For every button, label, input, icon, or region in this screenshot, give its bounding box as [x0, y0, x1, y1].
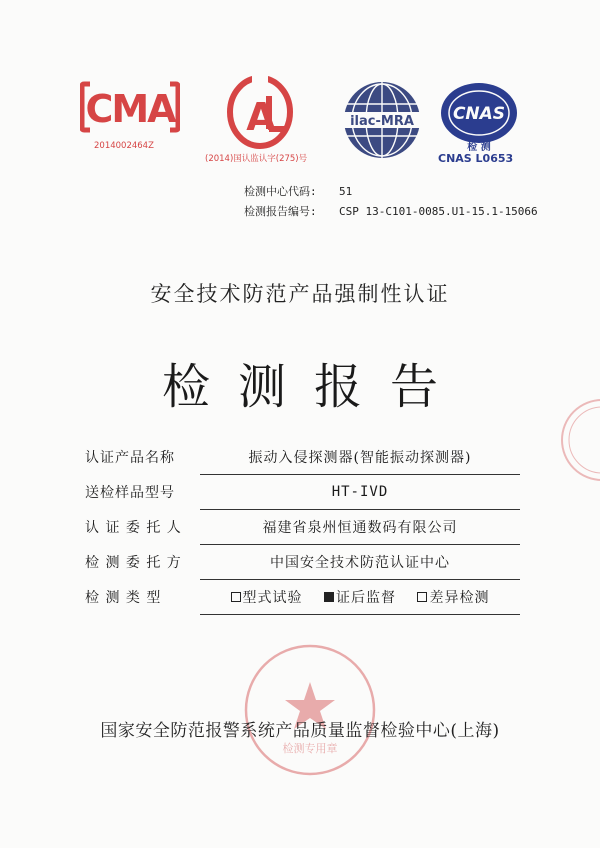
center-code-label: 检测中心代码:	[244, 185, 317, 198]
svg-text:A: A	[246, 95, 276, 139]
cal-logo	[205, 74, 315, 164]
field-label: 送检样品型号	[85, 485, 175, 501]
report-number-value: CSP 13-C101-0085.U1-15.1-15066	[339, 205, 538, 218]
edge-seal	[560, 395, 600, 485]
checkbox-type-test	[231, 592, 241, 602]
center-code-line	[244, 183, 352, 199]
ilac-mra-mark	[338, 80, 426, 160]
field-label: 检 测 委 托 方	[85, 555, 182, 571]
svg-text:CNAS: CNAS	[452, 104, 506, 124]
cnas-sub: 检 测	[467, 142, 491, 153]
cal-caption: (2014)国认监认字(275)号	[205, 154, 308, 164]
report-number-label: 检测报告编号:	[244, 205, 317, 218]
stamp-text: 检测专用章	[282, 742, 338, 755]
report-subtitle: 安全技术防范产品强制性认证	[150, 282, 450, 306]
svg-text:ilac-MRA: ilac-MRA	[350, 114, 414, 129]
center-code-value: 51	[339, 185, 353, 198]
ilac-mra-logo	[338, 80, 426, 160]
field-value: HT-IVD	[200, 475, 520, 510]
svg-text:CMA: CMA	[85, 87, 175, 131]
option-label: 证后监督	[336, 590, 396, 606]
inspection-stamp	[240, 640, 380, 780]
option-label: 差异检测	[429, 590, 490, 606]
field-label: 认 证 委 托 人	[85, 520, 182, 536]
cma-caption: 2014002464Z	[94, 141, 154, 151]
table-row	[75, 440, 520, 475]
field-value: 中国安全技术防范认证中心	[200, 545, 520, 580]
test-type-option	[417, 590, 489, 606]
table-row	[75, 475, 520, 510]
table-row	[75, 580, 520, 615]
report-info-table	[75, 440, 520, 615]
table-row	[75, 545, 520, 580]
table-row	[75, 510, 520, 545]
edge-seal-ring	[560, 395, 600, 485]
cnas-caption: CNAS L0653	[438, 152, 514, 165]
cnas-mark	[432, 78, 527, 153]
stamp-seal	[240, 640, 380, 780]
report-title: 检测报告	[161, 359, 466, 415]
field-value: 振动入侵探测器(智能振动探测器)	[200, 440, 520, 475]
option-label: 型式试验	[242, 590, 303, 606]
cma-logo-mark	[80, 78, 180, 136]
checkbox-post-cert-supervision	[324, 592, 334, 602]
field-label: 检 测 类 型	[85, 590, 162, 606]
cma-logo	[80, 78, 180, 151]
cnas-logo	[432, 78, 527, 173]
test-type-options	[200, 580, 520, 615]
report-number-line	[244, 203, 538, 219]
field-label: 认证产品名称	[85, 450, 175, 467]
test-type-option	[231, 590, 303, 606]
checkbox-difference-test	[417, 592, 427, 602]
issuing-organization: 国家安全防范报警系统产品质量监督检验中心(上海)	[100, 721, 500, 741]
field-value: 福建省泉州恒通数码有限公司	[200, 510, 520, 545]
test-type-option	[324, 590, 396, 606]
cal-logo-mark	[205, 74, 315, 150]
